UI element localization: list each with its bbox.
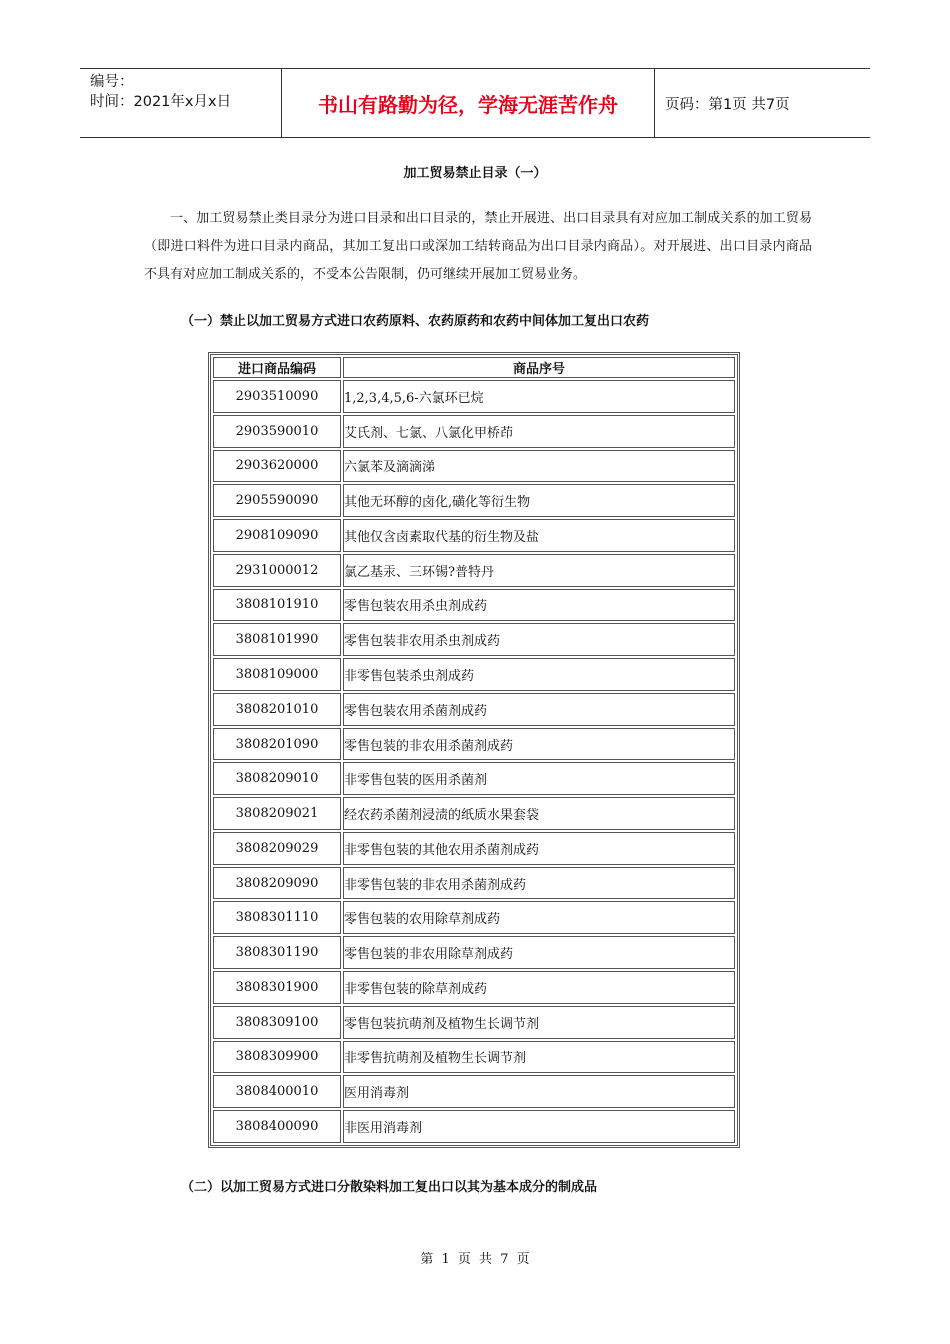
- table-row: [213, 484, 735, 517]
- column-header-name: 商品序号: [343, 357, 735, 378]
- commodity-code: 3808209010: [213, 762, 341, 795]
- table-row: [213, 936, 735, 969]
- table-row: [213, 1075, 735, 1108]
- table-row: [213, 658, 735, 691]
- commodity-name: 1,2,3,4,5,6-六氯环已烷: [343, 380, 735, 413]
- section-heading-1: （一）禁止以加工贸易方式进口农药原料、农药原药和农药中间体加工复出口农药: [181, 314, 650, 329]
- document-header: [80, 68, 870, 138]
- commodity-code: 2908109090: [213, 519, 341, 552]
- column-header-code: 进口商品编码: [213, 357, 341, 378]
- motto: 书山有路勤为径，学海无涯苦作舟: [282, 69, 655, 137]
- commodity-name: 零售包装的非农用除草剂成药: [343, 936, 735, 969]
- table-row: [213, 589, 735, 622]
- commodity-code: 3808101990: [213, 623, 341, 656]
- table-row: [213, 832, 735, 865]
- commodity-name: 其他仅含卤素取代基的衍生物及盐: [343, 519, 735, 552]
- commodity-name: 其他无环醇的卤化,磺化等衍生物: [343, 484, 735, 517]
- commodity-code: 3808301110: [213, 901, 341, 934]
- table-row: [213, 450, 735, 483]
- table-row: [213, 728, 735, 761]
- time-label: 时间：2021年x月x日: [90, 94, 232, 110]
- commodity-name: 零售包装的非农用杀菌剂成药: [343, 728, 735, 761]
- commodity-name: 氯乙基汞、三环锡?普特丹: [343, 554, 735, 587]
- commodity-name: 经农药杀菌剂浸渍的纸质水果套袋: [343, 797, 735, 830]
- commodity-name: 零售包装非农用杀虫剂成药: [343, 623, 735, 656]
- commodity-code: 3808301900: [213, 971, 341, 1004]
- commodity-name: 非零售包装的除草剂成药: [343, 971, 735, 1004]
- document-title: 加工贸易禁止目录（一）: [403, 166, 547, 181]
- commodity-name: 零售包装抗萌剂及植物生长调节剂: [343, 1006, 735, 1039]
- commodity-name: 非零售包装的医用杀菌剂: [343, 762, 735, 795]
- commodity-name: 艾氏剂、七氯、八氯化甲桥茚: [343, 415, 735, 448]
- table-row: [213, 762, 735, 795]
- commodity-code: 3808101910: [213, 589, 341, 622]
- commodity-code: 3808400090: [213, 1110, 341, 1143]
- commodity-code: 3808209021: [213, 797, 341, 830]
- commodity-code: 2931000012: [213, 554, 341, 587]
- table-row: [213, 1041, 735, 1074]
- commodity-name: 医用消毒剂: [343, 1075, 735, 1108]
- table-row: [213, 971, 735, 1004]
- commodity-code: 3808309100: [213, 1006, 341, 1039]
- table-row: [213, 867, 735, 900]
- commodity-code: 3808209029: [213, 832, 341, 865]
- commodity-code: 2903620000: [213, 450, 341, 483]
- commodity-code: 3808201010: [213, 693, 341, 726]
- commodity-code: 2903590010: [213, 415, 341, 448]
- section-heading-2: （二）以加工贸易方式进口分散染料加工复出口以其为基本成分的制成品: [181, 1180, 598, 1195]
- commodity-name: 非零售抗萌剂及植物生长调节剂: [343, 1041, 735, 1074]
- commodity-name: 零售包装农用杀菌剂成药: [343, 693, 735, 726]
- table-row: [213, 1110, 735, 1143]
- commodity-name: 非零售包装的非农用杀菌剂成药: [343, 867, 735, 900]
- table-row: [213, 554, 735, 587]
- table-body: [213, 380, 735, 1143]
- goods-table-frame: [208, 352, 740, 1148]
- commodity-code: 2903510090: [213, 380, 341, 413]
- header-meta-cell: [80, 69, 282, 137]
- commodity-code: 3808400010: [213, 1075, 341, 1108]
- commodity-name: 非零售包装杀虫剂成药: [343, 658, 735, 691]
- commodity-code: 3808201090: [213, 728, 341, 761]
- commodity-name: 非医用消毒剂: [343, 1110, 735, 1143]
- commodity-name: 零售包装的农用除草剂成药: [343, 901, 735, 934]
- table-row: [213, 380, 735, 413]
- table-row: [213, 415, 735, 448]
- table-row: [213, 1006, 735, 1039]
- number-label: 编号：: [90, 74, 134, 90]
- commodity-code: 3808109000: [213, 658, 341, 691]
- commodity-name: 零售包装农用杀虫剂成药: [343, 589, 735, 622]
- table-row: [213, 623, 735, 656]
- table-row: [213, 519, 735, 552]
- commodity-code: 2905590090: [213, 484, 341, 517]
- commodity-code: 3808309900: [213, 1041, 341, 1074]
- table-row: [213, 901, 735, 934]
- table-row: [213, 693, 735, 726]
- intro-paragraph: 一、加工贸易禁止类目录分为进口目录和出口目录的，禁止开展进、出口目录具有对应加工制成关系的加工贸易（即进口料件为进口目录内商品，其加工复出口或深加工结转商品为出口目录内商品）。对开展进、出口目录内商品不具有对应加工制成关系的，不受本公告限制，仍可继续开展加工贸易业务。: [144, 211, 812, 282]
- table-row: [213, 797, 735, 830]
- header-page-label: 页码：第1页 共7页: [665, 96, 790, 113]
- page-footer: 第 1 页 共 7 页: [420, 1252, 530, 1267]
- commodity-code: 3808209090: [213, 867, 341, 900]
- commodity-name: 六氯苯及滴滴涕: [343, 450, 735, 483]
- commodity-code: 3808301190: [213, 936, 341, 969]
- goods-table: [211, 355, 737, 1145]
- commodity-name: 非零售包装的其他农用杀菌剂成药: [343, 832, 735, 865]
- table-header-row: [213, 357, 735, 378]
